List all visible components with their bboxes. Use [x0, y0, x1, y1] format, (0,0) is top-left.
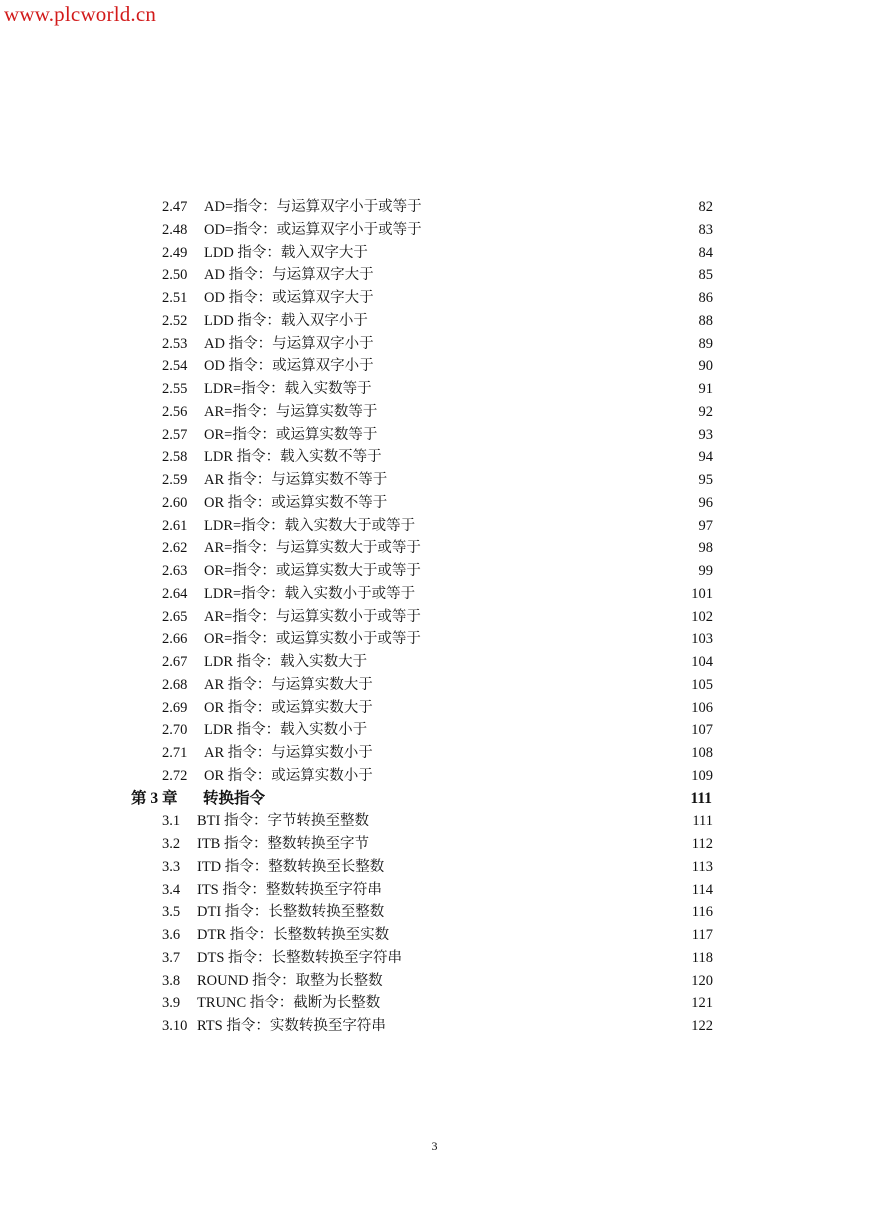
- toc-entry[interactable]: [0, 560, 869, 583]
- toc-entry[interactable]: [0, 742, 869, 765]
- entry-number: 2.57: [162, 426, 188, 443]
- entry-page: 96: [698, 494, 713, 511]
- entry-title: AD 指令：与运算双字小于: [204, 335, 374, 352]
- entry-number: 2.59: [162, 472, 188, 488]
- watermark-url: www.plcworld.cn: [4, 2, 157, 26]
- toc-entry[interactable]: [0, 606, 869, 629]
- entry-number: 2.66: [162, 631, 188, 648]
- toc-entry[interactable]: [0, 446, 869, 469]
- toc-entry[interactable]: [0, 674, 869, 697]
- entry-title: LDR=指令：载入实数大于或等于: [204, 517, 416, 534]
- entry-number: 2.52: [162, 312, 188, 329]
- entry-number: 2.63: [162, 563, 188, 579]
- toc-chapter-heading[interactable]: [0, 788, 869, 811]
- entry-number: 2.51: [162, 290, 188, 306]
- entry-page: 109: [691, 767, 713, 784]
- entry-number: 3.2: [162, 836, 181, 852]
- chapter-page: 111: [690, 789, 712, 807]
- entry-title: RTS 指令：实数转换至字符串: [197, 1018, 386, 1034]
- toc-entry[interactable]: [0, 242, 869, 265]
- toc-entry[interactable]: [0, 515, 869, 538]
- toc-entry[interactable]: [0, 378, 869, 401]
- entry-page: 104: [691, 654, 713, 670]
- toc-entry[interactable]: [0, 196, 869, 219]
- toc-entry[interactable]: [0, 492, 869, 515]
- toc-entry[interactable]: [0, 355, 869, 378]
- entry-page: 105: [691, 676, 713, 693]
- entry-title: LDD 指令：载入双字大于: [204, 244, 368, 261]
- table-of-contents: [0, 196, 869, 1038]
- entry-number: 2.71: [162, 745, 188, 761]
- toc-entry[interactable]: [0, 856, 869, 879]
- entry-number: 3.9: [162, 995, 181, 1012]
- toc-entry[interactable]: [0, 628, 869, 651]
- entry-title: TRUNC 指令：截断为长整数: [197, 995, 381, 1012]
- entry-page: 98: [698, 540, 713, 557]
- toc-entry[interactable]: [0, 810, 869, 833]
- entry-title: ROUND 指令：取整为长整数: [197, 972, 383, 989]
- entry-number: 2.65: [162, 608, 188, 625]
- toc-entry[interactable]: [0, 264, 869, 287]
- entry-number: 2.69: [162, 699, 188, 716]
- entry-number: 3.10: [162, 1018, 188, 1034]
- entry-page: 101: [691, 585, 713, 602]
- toc-entry[interactable]: [0, 651, 869, 674]
- entry-title: DTS 指令：长整数转换至字符串: [197, 949, 403, 966]
- entry-title: AR 指令：与运算实数大于: [204, 676, 373, 693]
- entry-page: 102: [691, 608, 713, 625]
- entry-page: 91: [698, 381, 713, 397]
- entry-title: OD 指令：或运算双字小于: [204, 358, 374, 375]
- toc-entry[interactable]: [0, 287, 869, 310]
- entry-page: 118: [691, 949, 713, 966]
- entry-page: 114: [691, 881, 713, 898]
- chapter-title: 转换指令: [203, 789, 266, 807]
- toc-entry[interactable]: [0, 583, 869, 606]
- entry-number: 2.67: [162, 654, 188, 670]
- entry-title: ITB 指令：整数转换至字节: [197, 836, 369, 852]
- entry-title: LDR 指令：载入实数不等于: [204, 449, 382, 466]
- entry-page: 86: [698, 290, 713, 306]
- entry-number: 2.62: [162, 540, 188, 557]
- entry-title: BTI 指令：字节转换至整数: [197, 813, 369, 830]
- entry-number: 3.8: [162, 972, 181, 989]
- entry-title: ITS 指令：整数转换至字符串: [197, 881, 382, 898]
- toc-entry[interactable]: [0, 537, 869, 560]
- entry-page: 92: [698, 403, 713, 420]
- entry-page: 89: [698, 335, 713, 352]
- entry-page: 85: [698, 267, 713, 284]
- toc-entry[interactable]: [0, 901, 869, 924]
- toc-entry[interactable]: [0, 970, 869, 993]
- entry-number: 2.58: [162, 449, 188, 466]
- chapter-number: 第 3 章: [131, 789, 178, 807]
- entry-title: OD 指令：或运算双字大于: [204, 290, 374, 306]
- entry-title: AR=指令：与运算实数大于或等于: [204, 540, 421, 557]
- entry-number: 3.6: [162, 927, 181, 943]
- toc-entry[interactable]: [0, 879, 869, 902]
- entry-number: 2.64: [162, 585, 188, 602]
- entry-number: 3.4: [162, 881, 181, 898]
- entry-number: 2.61: [162, 517, 188, 534]
- entry-page: 117: [691, 927, 713, 943]
- entry-number: 2.70: [162, 722, 188, 739]
- entry-title: LDR 指令：载入实数大于: [204, 654, 368, 670]
- entry-page: 97: [698, 517, 713, 534]
- entry-page: 111: [692, 813, 713, 830]
- toc-entry[interactable]: [0, 697, 869, 720]
- entry-title: ITD 指令：整数转换至长整数: [197, 858, 385, 875]
- entry-page: 90: [698, 358, 713, 375]
- toc-section-3: [0, 810, 869, 1038]
- entry-number: 2.68: [162, 676, 188, 693]
- toc-entry[interactable]: [0, 424, 869, 447]
- toc-entry[interactable]: [0, 992, 869, 1015]
- entry-number: 2.72: [162, 767, 188, 784]
- entry-page: 106: [691, 699, 713, 716]
- entry-title: LDR=指令：载入实数等于: [204, 381, 372, 397]
- toc-section-2: [0, 196, 869, 788]
- entry-page: 94: [698, 449, 713, 466]
- toc-entry[interactable]: [0, 719, 869, 742]
- entry-title: DTR 指令：长整数转换至实数: [197, 927, 390, 943]
- entry-title: AR 指令：与运算实数不等于: [204, 472, 388, 488]
- entry-number: 2.47: [162, 199, 188, 215]
- entry-title: LDR 指令：载入实数小于: [204, 722, 368, 739]
- page-number: 3: [431, 1139, 438, 1153]
- entry-title: AR 指令：与运算实数小于: [204, 745, 373, 761]
- entry-number: 2.50: [162, 267, 188, 284]
- entry-page: 120: [691, 972, 713, 989]
- toc-entry[interactable]: [0, 333, 869, 356]
- entry-title: OR=指令：或运算实数小于或等于: [204, 631, 421, 648]
- entry-page: 88: [698, 312, 713, 329]
- entry-page: 83: [698, 221, 713, 238]
- toc-entry[interactable]: [0, 833, 869, 856]
- entry-page: 113: [691, 858, 713, 875]
- entry-page: 112: [691, 836, 713, 852]
- entry-number: 3.5: [162, 904, 181, 921]
- entry-number: 3.7: [162, 949, 181, 966]
- entry-title: AR=指令：与运算实数小于或等于: [204, 608, 421, 625]
- entry-title: LDR=指令：载入实数小于或等于: [204, 585, 416, 602]
- entry-number: 2.56: [162, 403, 188, 420]
- toc-entry[interactable]: [0, 310, 869, 333]
- toc-entry[interactable]: [0, 924, 869, 947]
- toc-entry[interactable]: [0, 469, 869, 492]
- entry-number: 2.49: [162, 244, 188, 261]
- entry-page: 103: [691, 631, 713, 648]
- entry-title: AD=指令：与运算双字小于或等于: [204, 199, 422, 215]
- entry-page: 116: [691, 904, 713, 921]
- entry-page: 82: [698, 199, 713, 215]
- entry-number: 3.1: [162, 813, 181, 830]
- toc-entry[interactable]: [0, 219, 869, 242]
- toc-entry[interactable]: [0, 765, 869, 788]
- entry-page: 108: [691, 745, 713, 761]
- entry-title: OR=指令：或运算实数等于: [204, 426, 378, 443]
- entry-title: OR 指令：或运算实数小于: [204, 767, 373, 784]
- entry-title: OR=指令：或运算实数大于或等于: [204, 563, 421, 579]
- entry-title: OR 指令：或运算实数大于: [204, 699, 373, 716]
- entry-title: OD=指令：或运算双字小于或等于: [204, 221, 422, 238]
- toc-entry[interactable]: [0, 1015, 869, 1038]
- entry-page: 122: [691, 1018, 713, 1034]
- entry-title: OR 指令：或运算实数不等于: [204, 494, 388, 511]
- entry-number: 2.55: [162, 381, 188, 397]
- entry-title: DTI 指令：长整数转换至整数: [197, 904, 385, 921]
- entry-number: 2.54: [162, 358, 188, 375]
- entry-number: 2.48: [162, 221, 188, 238]
- entry-title: AD 指令：与运算双字大于: [204, 267, 374, 284]
- toc-entry[interactable]: [0, 947, 869, 970]
- entry-title: LDD 指令：载入双字小于: [204, 312, 368, 329]
- entry-page: 93: [698, 426, 713, 443]
- entry-number: 2.60: [162, 494, 188, 511]
- entry-page: 107: [691, 722, 713, 739]
- entry-page: 99: [698, 563, 713, 579]
- entry-page: 84: [698, 244, 713, 261]
- entry-title: AR=指令：与运算实数等于: [204, 403, 378, 420]
- toc-entry[interactable]: [0, 401, 869, 424]
- entry-number: 3.3: [162, 858, 181, 875]
- entry-page: 121: [691, 995, 713, 1012]
- entry-number: 2.53: [162, 335, 188, 352]
- entry-page: 95: [698, 472, 713, 488]
